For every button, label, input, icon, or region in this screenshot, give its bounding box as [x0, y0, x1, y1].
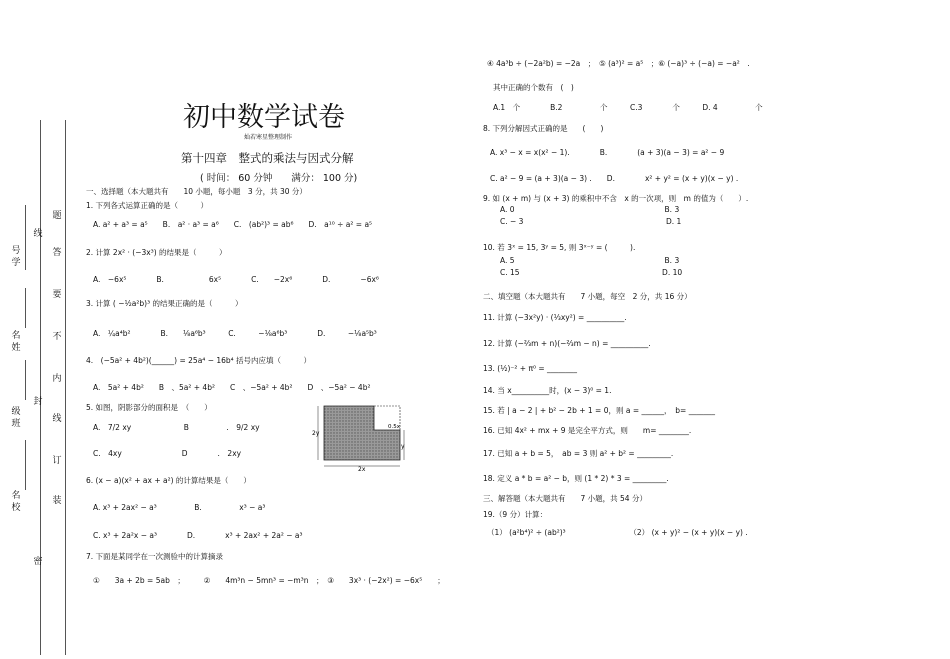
margin-divider-4 — [25, 440, 26, 490]
seal-char-6: 线 — [52, 414, 62, 424]
label-05x: 0.5x — [388, 424, 401, 430]
q1-options: A. a² + a³ = a⁵ B. a² · a³ = a⁶ C. (ab²)³ = ab⁶ D. a¹⁰ ÷ a² = a⁵ — [93, 220, 373, 229]
q4-options: A. 5a² + 4b² B 、5a² + 4b² C 、−5a² + 4b² D 、−5a² − 4b² — [93, 383, 371, 392]
seal-char-2: 答 — [52, 248, 62, 258]
section-2-header: 二、填空题（本大题共有 7 小题，每空 2 分，共 16 分） — [483, 292, 692, 301]
q7-items-cont: ④ 4a³b ÷ (−2a²b) = −2a ； ⑤ (a³)² = a⁵ ；⑥ (−a)³ ÷ (−a) = −a² . — [487, 59, 750, 68]
q6-options-ab: A. x³ + 2ax² − a³ B. x³ − a³ — [93, 503, 266, 512]
q5-options-cd: C. 4xy D . 2xy — [93, 449, 242, 458]
seal-char-8: 装 — [52, 496, 62, 506]
q9-options-cd: C. − 3 D. 1 — [500, 217, 682, 226]
margin-line-left — [40, 120, 41, 655]
shaded-region — [324, 406, 400, 460]
chapter-title: 第十四章 整式的乘法与因式分解 — [181, 151, 354, 165]
seal-char-5: 内 — [52, 374, 62, 384]
q13: 13. (½)⁻² + π⁰ = ________ — [483, 364, 578, 373]
section-3-header: 三、解答题（本大题共有 7 小题，共 54 分） — [483, 494, 647, 503]
label-2x: 2x — [358, 466, 366, 472]
q8-options-ab: A. x³ − x = x(x² − 1). B. (a + 3)(a − 3) = a² − 9 — [490, 148, 725, 157]
q4-stem: 4. (−5a² + 4b²)(______) = 25a⁴ − 16b⁴ 括号内应填（ ） — [86, 356, 312, 365]
seal-char-1: 题 — [52, 211, 62, 221]
q19-parts: （1） (a²b⁴)² ÷ (ab²)³ （2） (x + y)² − (x + y)(x − y) . — [487, 528, 748, 537]
mark-feng: 封 — [33, 397, 43, 407]
time-score-info: ( 时间： 60 分钟 满分： 100 分) — [200, 173, 358, 184]
shaded-area-figure — [312, 402, 408, 472]
q1-stem: 1. 下列各式运算正确的是（ ） — [86, 201, 209, 210]
label-y: y — [401, 443, 405, 450]
margin-line-right — [65, 120, 66, 655]
margin-divider-3 — [25, 360, 26, 400]
q2-options: A. −6x⁵ B. 6x⁵ C. −2x⁶ D. −6x⁶ — [93, 275, 379, 284]
seal-char-4: 不 — [52, 332, 62, 342]
margin-divider-1 — [25, 205, 26, 270]
q7-items: ① 3a + 2b = 5ab ； ② 4m³n − 5mn³ = −m³n ； ③ 3x³ · (−2x²) = −6x⁵ ； — [93, 576, 445, 585]
q5-options-ab: A. 7/2 xy B . 9/2 xy — [93, 423, 260, 432]
q6-options-cd: C. x³ + 2a²x − a³ D. x³ + 2ax² + 2a² − a³ — [93, 531, 303, 540]
q9-stem: 9. 如 (x + m) 与 (x + 3) 的乘积中不含 x 的一次项，则 m 的值为（ ）. — [483, 194, 749, 203]
label-2y: 2y — [312, 430, 320, 437]
mark-mi: 密 — [33, 557, 43, 567]
q18: 18. 定义 a * b = a² − b，则 (1 * 2) * 3 = _________. — [483, 474, 669, 483]
label-class: 级班 — [11, 407, 21, 429]
q3-options: A. ¼a⁴b² B. ⅛a⁶b³ C. −⅛a⁶b³ D. −⅛a⁵b³ — [93, 329, 377, 338]
q6-stem: 6. (x − a)(x² + ax + a²) 的计算结果是（ ） — [86, 476, 251, 485]
q10-options-cd: C. 15 D. 10 — [500, 268, 683, 277]
exam-title: 初中数学试卷 — [183, 102, 345, 133]
q7-stem: 7. 下面是某同学在一次测验中的计算摘录 — [86, 552, 224, 561]
section-1-header: 一、选择题（本大题共有 10 小题，每小题 3 分，共 30 分） — [86, 187, 307, 196]
q5-stem: 5. 如图，阴影部分的面积是 （ ） — [86, 403, 212, 412]
q17: 17. 已知 a + b = 5， ab = 3 则 a² + b² = _________. — [483, 449, 674, 458]
label-student-no: 号学 — [11, 246, 21, 268]
q10-options-ab: A. 5 B. 3 — [500, 256, 680, 265]
q10-stem: 10. 若 3ˣ = 15, 3ʸ = 5, 则 3ˣ⁻ʸ = ( ). — [483, 243, 636, 252]
label-school: 名校 — [11, 491, 21, 513]
exam-subtitle: 灿若寒星整理制作 — [244, 134, 293, 141]
q9-options-ab: A. 0 B. 3 — [500, 205, 680, 214]
q15: 15. 若 | a − 2 | + b² − 2b + 1 = 0，则 a = ______， b= _______ — [483, 406, 715, 415]
q16: 16. 已知 4x² + mx + 9 是完全平方式，则 m= ________. — [483, 426, 692, 435]
mark-xian: 线 — [33, 229, 43, 239]
q19-stem: 19.（9 分）计算： — [483, 510, 548, 519]
q8-options-cd: C. a² − 9 = (a + 3)(a − 3) . D. x² + y² = (x + y)(x − y) . — [490, 174, 739, 183]
seal-char-3: 要 — [52, 290, 62, 300]
q7-question: 其中正确的个数有 ( ) — [493, 83, 574, 92]
q11: 11. 计算 (−3x²y) · (⅓xy²) = __________. — [483, 313, 627, 322]
label-name: 名姓 — [11, 331, 21, 353]
q3-stem: 3. 计算 ( −½a²b)³ 的结果正确的是（ ） — [86, 299, 243, 308]
margin-divider-2 — [25, 288, 26, 328]
q12: 12. 计算 (−⅔m + n)(−⅔m − n) = __________. — [483, 339, 651, 348]
q2-stem: 2. 计算 2x² · (−3x³) 的结果是（ ） — [86, 248, 227, 257]
seal-char-7: 订 — [52, 456, 62, 466]
q8-stem: 8. 下列分解因式正确的是 ( ) — [483, 124, 604, 133]
q14: 14. 当 x__________时，(x − 3)⁰ = 1. — [483, 386, 612, 395]
q7-options: A.1 个 B.2 个 C.3 个 D. 4 个 — [493, 103, 763, 112]
